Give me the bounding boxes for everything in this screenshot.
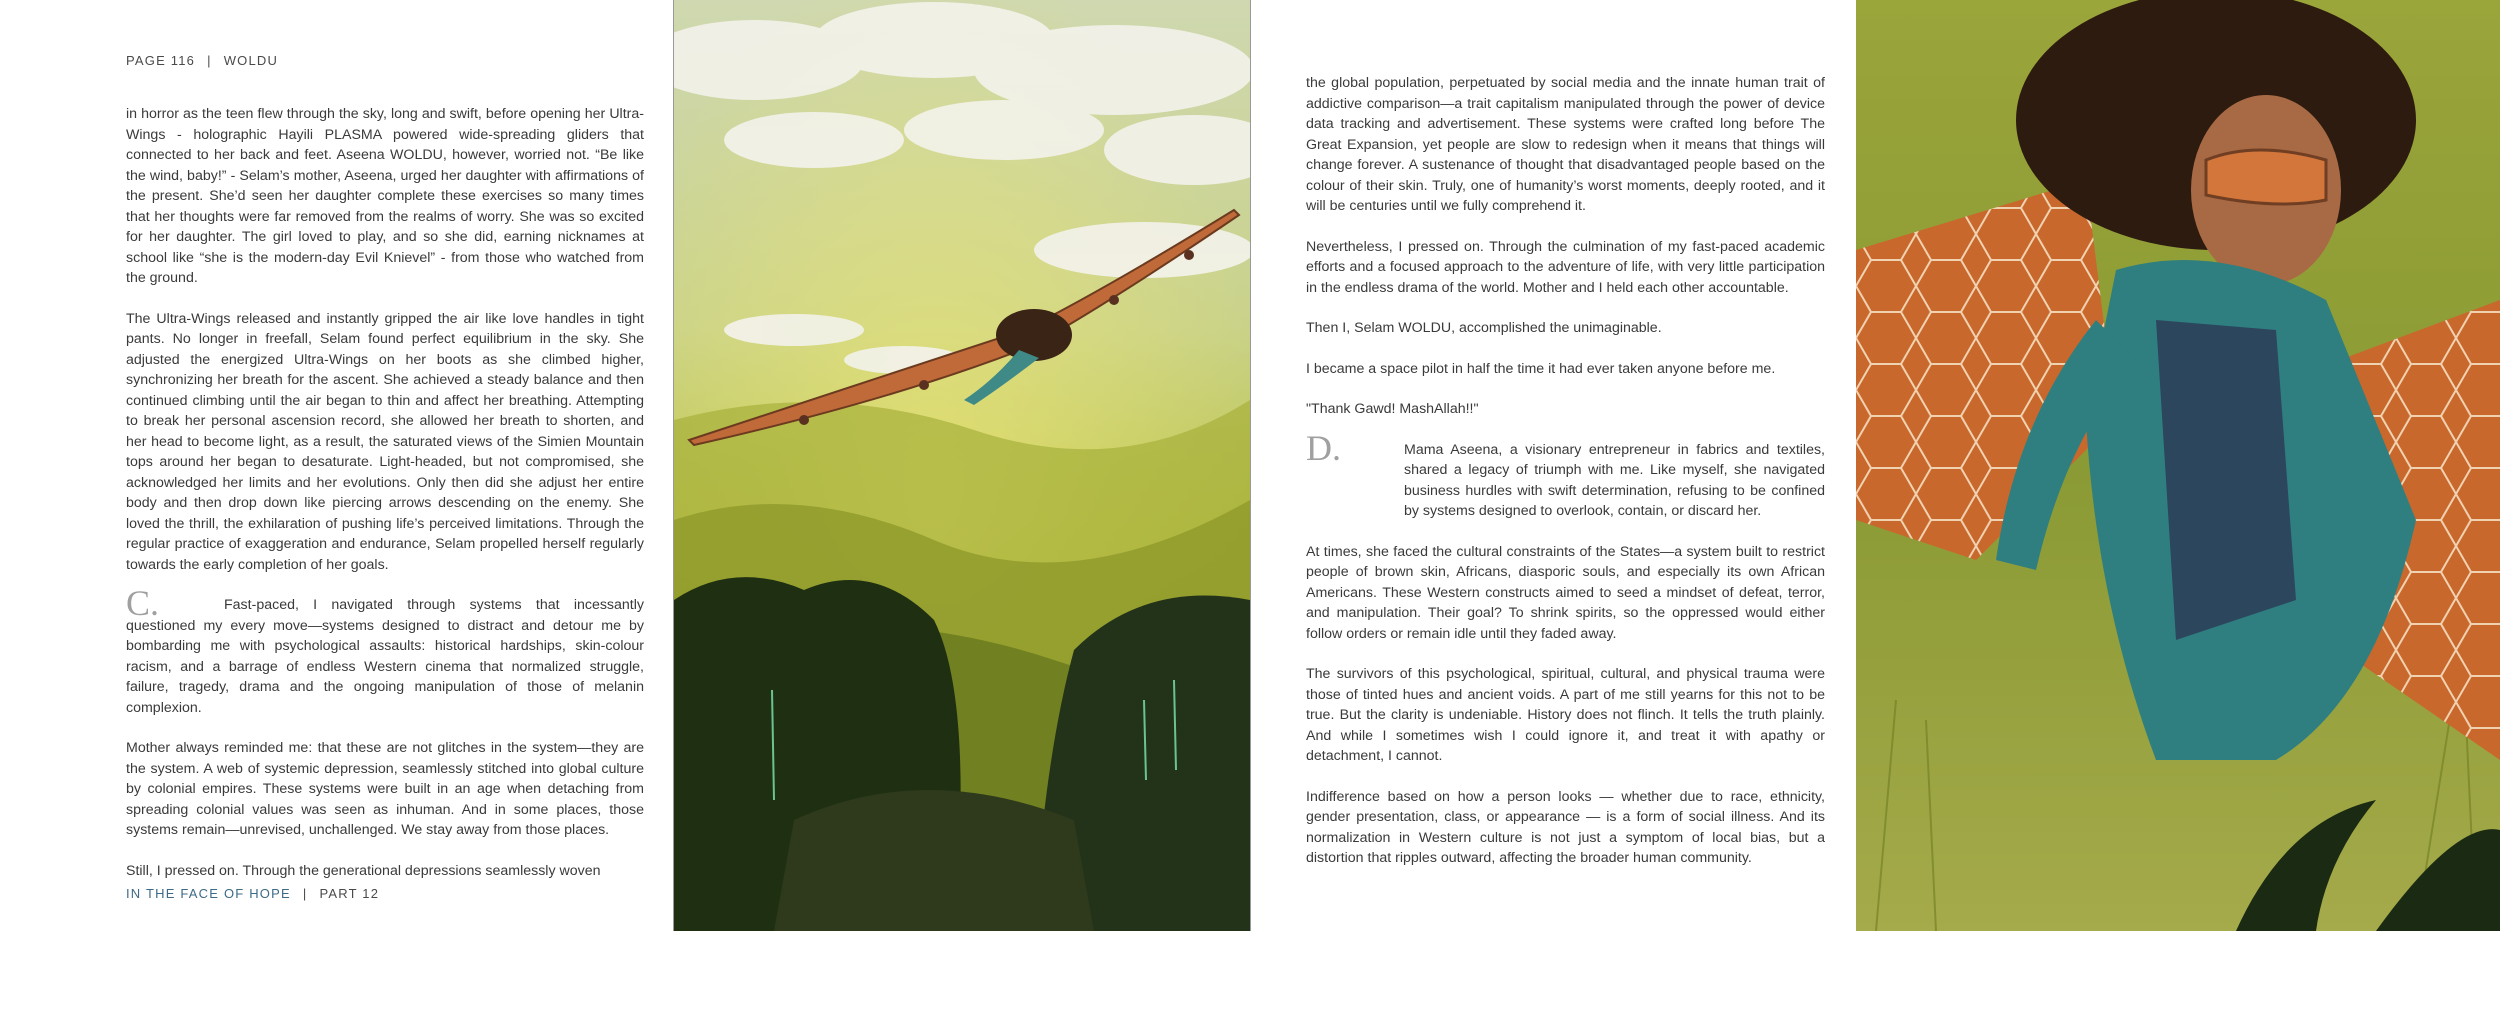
dropcap-paragraph — [126, 583, 644, 718]
paragraph: Still, I pressed on. Through the generational depressions seamlessly woven — [126, 862, 601, 879]
series-title: IN THE FACE OF HOPE — [126, 886, 291, 901]
right-text-column — [1306, 73, 1825, 1004]
dropcap-block — [1306, 427, 1825, 522]
illustration-pilot-portrait — [1856, 0, 2500, 931]
paragraph: in horror as the teen flew through the sky, long and swift, before opening her Ultra-Wings - holographic Hayili PLASMA powered wide-spreading gliders that connected to her back and feet. Aseena WOLDU, however, worried not. “Be like the wind, baby!” - Selam’s mother, Aseena, urged her daughter with affirmations of the present. She’d seen her daughter complete these exercises so many times that her thoughts were far removed from the realms of worry. She was so excited for her daughter. The girl loved to play, and so she did, earning nicknames at school like “she is the modern-day Evil Knievel” - from those who watched from the ground. — [126, 106, 644, 286]
paragraph: Nevertheless, I pressed on. Through the culmination of my fast-paced academic efforts and a focused approach to the adventure of life, with very little participation in the endless drama of the world. Mother and I held each other accountable. — [1306, 238, 1825, 296]
author-name: WOLDU — [223, 53, 279, 68]
running-head — [126, 53, 278, 68]
paragraph: "Thank Gawd! MashAllah!!" — [1306, 401, 1479, 417]
dropcap-letter: C. — [126, 583, 160, 623]
part-label: PART 12 — [319, 886, 380, 901]
dropcap-paragraph-text: Fast-paced, I navigated through systems that incessantly questioned my every move—systems designed to distract and detour me by bombarding me with psychological assaults: historical hardships, skin-colour racism, and a barrage of endless Western cinema that normalized struggle, failure, tragedy, drama and the ongoing manipulation of those of melanin complexion. — [126, 597, 644, 716]
footer-separator: | — [302, 886, 308, 901]
valley-artwork — [674, 0, 1250, 931]
pilot-artwork — [1856, 0, 2500, 931]
dropcap-letter: D. — [1306, 427, 1341, 468]
running-foot — [126, 886, 379, 901]
paragraph: Then I, Selam WOLDU, accomplished the unimaginable. — [1306, 320, 1662, 336]
paragraph: The survivors of this psychological, spiritual, cultural, and physical trauma were those of tinted hues and ancient voids. A part of me still yearns for this not to be true. But the clarity is undeniable. History does not flinch. It tells the truth plainly. And while I sometimes wish I could ignore it, and treat it with apathy or detachment, I cannot. — [1306, 666, 1825, 764]
paragraph: At times, she faced the cultural constraints of the States—a system built to restrict people of brown skin, Africans, diasporic souls, and especially its own African Americans. These Western constructs aimed to seed a mindset of defeat, terror, and manipulation. Their goal? To shrink spirits, so the oppressed would either follow orders or remain idle until they faded away. — [1306, 543, 1825, 642]
illustration-valley-flight — [673, 0, 1251, 931]
paragraph: Indifference based on how a person looks — whether due to race, ethnicity, gender presentation, class, or appearance — is a form of social illness. And its normalization in Western culture is not just a symptom of local bias, but a distortion that ripples outward, affecting the broader human community. — [1306, 788, 1825, 866]
goggles — [2206, 150, 2326, 204]
dropcap-paragraph: Mama Aseena, a visionary entrepreneur in fabrics and textiles, shared a legacy of triumph with me. Like myself, she navigated business hurdles with swift determination, refusing to be confined by systems designed to overlook, contain, or discard her. — [1404, 441, 1825, 519]
paragraph: the global population, perpetuated by social media and the innate human trait of addictive comparison—a trait capitalism manipulated through the power of device data tracking and advertisement. These systems were crafted long before The Great Expansion, yet people are slow to redesign when it means that things will change forever. A sustenance of thought that disadvantaged people based on the colour of their skin. Truly, one of humanity’s worst moments, deeply rooted, and it will be centuries until we fully comprehend it. — [1306, 75, 1825, 214]
paragraph: The Ultra-Wings released and instantly gripped the air like love handles in tight pants. No longer in freefall, Selam found perfect equilibrium in the sky. She adjusted the energized Ultra-Wings on her boots as she climbed higher, synchronizing her breath for the ascent. She achieved a steady balance and then continued climbing until the air began to thin and affect her breathing. Attempting to break her personal ascension record, she allowed her breath to shorten, and her head to become light, as a result, the saturated views of the Simien Mountain tops around her began to desaturate. Light-headed, but not compromised, she acknowledged her limits and her evolutions. Only then did she adjust her entire body and then drop down like piercing arrows descending on the enemy. She loved the thrill, the exhilaration of pushing life’s perceived limitations. Through the regular practice of exaggeration and endurance, Selam propelled herself regularly towards the early completion of her goals. — [126, 310, 644, 573]
paragraph: I became a space pilot in half the time it had ever taken anyone before me. — [1306, 360, 1776, 377]
header-separator: | — [207, 53, 212, 68]
page-number: PAGE 116 — [126, 53, 196, 68]
paragraph: Mother always reminded me: that these are not glitches in the system—they are the system. A web of systemic depression, seamlessly stitched into global culture by colonial empires. These systems were built in an age when detaching from spreading colonial values was seen as inhuman. And in some places, those systems remain—unrevised, unchallenged. We stay away from those places. — [126, 740, 644, 838]
dropcap-block — [126, 583, 644, 718]
